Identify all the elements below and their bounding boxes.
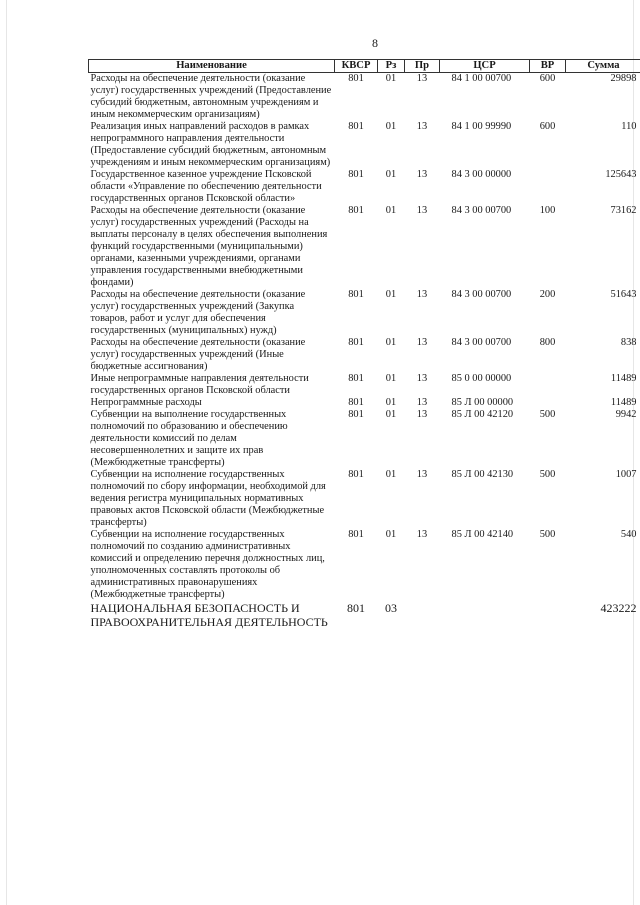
budget-table	[88, 59, 640, 629]
cell-rz: 01	[385, 409, 397, 420]
cell-sum: 29898	[610, 73, 637, 84]
cell-rz: 01	[385, 121, 397, 132]
cell-vr: 500	[539, 529, 556, 540]
cell-pr: 13	[416, 469, 428, 480]
cell-csr: 84 1 00 99990	[451, 121, 512, 132]
cell-pr: 13	[416, 73, 428, 84]
cell-rz: 01	[385, 397, 397, 408]
cell-kvsr: 801	[348, 289, 364, 300]
cell-name: Субвенции на выполнение государственных полномочий по образованию и обеспечению деятельности комиссий по делам несовершеннолетних и защите их прав (Межбюджетные трансферты)	[90, 409, 288, 468]
cell-vr: 100	[539, 205, 556, 216]
cell-sum: 838	[620, 337, 637, 348]
cell-name: Расходы на обеспечение деятельности (оказание услуг) государственных учреждений (Закупка товаров, работ и услуг для обеспечения государственных (муниципальных) нужд)	[90, 289, 306, 336]
cell-kvsr: 801	[348, 397, 364, 408]
table-row	[89, 409, 640, 469]
cell-kvsr: 801	[348, 409, 364, 420]
cell-vr	[530, 169, 566, 205]
cell-vr	[530, 601, 566, 629]
cell-kvsr: 801	[347, 601, 365, 615]
header-sum: Сумма	[566, 60, 640, 73]
cell-csr: 85 Л 00 42130	[451, 469, 514, 480]
cell-kvsr: 801	[348, 469, 364, 480]
cell-csr: 84 3 00 00700	[451, 205, 512, 216]
cell-vr: 600	[539, 121, 556, 132]
header-rz: Рз	[378, 60, 405, 73]
cell-kvsr: 801	[348, 373, 364, 384]
table-row	[89, 169, 640, 205]
cell-kvsr: 801	[348, 121, 364, 132]
cell-rz: 03	[385, 601, 397, 615]
table-header	[89, 60, 640, 73]
cell-sum: 9942	[615, 409, 637, 420]
cell-kvsr: 801	[348, 169, 364, 180]
cell-vr: 500	[539, 409, 556, 420]
cell-pr: 13	[416, 373, 428, 384]
cell-pr: 13	[416, 529, 428, 540]
cell-name: Иные непрограммные направления деятельности государственных органов Псковской области	[90, 373, 309, 396]
cell-sum: 423222	[600, 601, 637, 615]
cell-csr: 85 Л 00 00000	[451, 397, 514, 408]
cell-vr: 500	[539, 469, 556, 480]
cell-pr: 13	[416, 205, 428, 216]
cell-vr: 200	[539, 289, 556, 300]
header-csr: ЦСР	[440, 60, 530, 73]
cell-rz: 01	[385, 205, 397, 216]
cell-vr: 800	[539, 337, 556, 348]
cell-sum: 11489	[610, 397, 637, 408]
cell-rz: 01	[385, 373, 397, 384]
cell-pr: 13	[416, 121, 428, 132]
scan-edge-left	[6, 0, 7, 905]
cell-kvsr: 801	[348, 337, 364, 348]
cell-rz: 01	[385, 289, 397, 300]
header-name: Наименование	[89, 60, 335, 73]
table-row	[89, 337, 640, 373]
cell-pr: 13	[416, 289, 428, 300]
cell-name: Расходы на обеспечение деятельности (оказание услуг) государственных учреждений (Иные бюджетные ассигнования)	[90, 337, 306, 372]
cell-kvsr: 801	[348, 73, 364, 84]
page-number: 8	[372, 36, 378, 50]
cell-csr	[440, 601, 530, 629]
cell-csr: 84 1 00 00700	[451, 73, 512, 84]
table-row	[89, 601, 640, 629]
header-pr: Пр	[405, 60, 440, 73]
cell-name: Государственное казенное учреждение Псковской области «Управление по обеспечению деятельности государственных органов Псковской области»	[90, 169, 322, 204]
cell-sum: 51643	[610, 289, 637, 300]
cell-csr: 85 Л 00 42120	[451, 409, 514, 420]
cell-name: Расходы на обеспечение деятельности (оказание услуг) государственных учреждений (Предоставление субсидий бюджетным, автономным учреждениям и иным некоммерческим организациям)	[90, 73, 332, 120]
cell-name: НАЦИОНАЛЬНАЯ БЕЗОПАСНОСТЬ И ПРАВООХРАНИТЕЛЬНАЯ ДЕЯТЕЛЬНОСТЬ	[90, 601, 328, 629]
cell-csr: 84 3 00 00000	[451, 169, 512, 180]
cell-sum: 540	[620, 529, 637, 540]
header-row	[89, 60, 640, 73]
cell-pr: 13	[416, 409, 428, 420]
cell-vr: 600	[539, 73, 556, 84]
cell-name: Расходы на обеспечение деятельности (оказание услуг) государственных учреждений (Расходы на выплаты персоналу в целях обеспечения выполнения функций государственными (муниципальными) органами, казенными учреждениями, органами управления государственными внебюджетными фондами)	[90, 205, 328, 288]
cell-rz: 01	[385, 469, 397, 480]
cell-csr: 84 3 00 00700	[451, 289, 512, 300]
table-row	[89, 397, 640, 409]
cell-sum: 110	[621, 121, 637, 132]
cell-name: Субвенции на исполнение государственных полномочий по сбору информации, необходимой для ведения регистра муниципальных нормативных правовых актов Псковской области (Межбюджетные трансферты)	[90, 469, 326, 528]
cell-vr	[530, 397, 566, 409]
cell-csr: 85 Л 00 42140	[451, 529, 514, 540]
cell-name: Непрограммные расходы	[90, 397, 202, 408]
cell-rz: 01	[385, 337, 397, 348]
cell-pr: 13	[416, 169, 428, 180]
cell-rz: 01	[385, 73, 397, 84]
table-row	[89, 469, 640, 529]
cell-kvsr: 801	[348, 529, 364, 540]
table-body	[89, 73, 640, 630]
table-row	[89, 289, 640, 337]
table-row	[89, 373, 640, 397]
table-row	[89, 121, 640, 169]
cell-sum: 73162	[610, 205, 637, 216]
cell-sum: 1007	[615, 469, 637, 480]
table-row	[89, 205, 640, 289]
cell-csr: 85 0 00 00000	[451, 373, 512, 384]
cell-rz: 01	[385, 169, 397, 180]
header-kvsr: КВСР	[335, 60, 378, 73]
cell-name: Субвенции на исполнение государственных полномочий по созданию административных комиссий и определению перечня должностных лиц, уполномоченных составлять протоколы об административных правонарушениях (Межбюджетные трансферты)	[90, 529, 325, 600]
cell-vr	[530, 373, 566, 397]
cell-pr	[405, 601, 440, 629]
cell-sum: 125643	[605, 169, 637, 180]
cell-rz: 01	[385, 529, 397, 540]
cell-kvsr: 801	[348, 205, 364, 216]
cell-pr: 13	[416, 337, 428, 348]
cell-csr: 84 3 00 00700	[451, 337, 512, 348]
table-row	[89, 73, 640, 122]
cell-name: Реализация иных направлений расходов в рамках непрограммного направления деятельности (Предоставление субсидий бюджетным, автономным учреждениям и иным некоммерческим организациям)	[90, 121, 331, 168]
header-vr: ВР	[530, 60, 566, 73]
table-row	[89, 529, 640, 601]
cell-sum: 11489	[610, 373, 637, 384]
cell-pr: 13	[416, 397, 428, 408]
